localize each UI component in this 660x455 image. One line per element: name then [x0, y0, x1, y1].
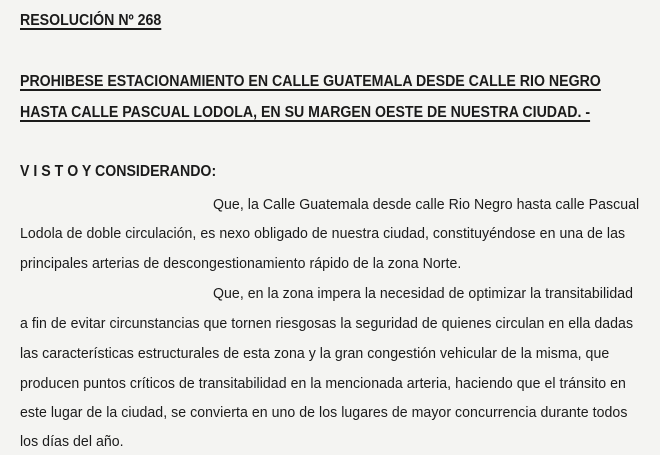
subject-line-2: HASTA CALLE PASCUAL LODOLA, EN SU MARGEN OESTE DE NUESTRA CIUDAD. - [20, 104, 591, 121]
paragraph-1-line-1: Que, la Calle Guatemala desde calle Rio Negro hasta calle Pascual [213, 196, 640, 213]
subject-line-1: PROHIBESE ESTACIONAMIENTO EN CALLE GUATEMALA DESDE CALLE RIO NEGRO [20, 73, 601, 90]
resolution-heading: RESOLUCIÓN Nº 268 [20, 12, 162, 29]
paragraph-2-line-5: este lugar de la ciudad, se convierta en uno de los lugares de mayor concurrencia durante todos [20, 404, 628, 421]
paragraph-2-line-2: a fin de evitar circunstancias que tornen riesgosas la seguridad de quienes circulan en ella dadas [20, 315, 634, 332]
paragraph-2-line-1: Que, en la zona impera la necesidad de optimizar la transitabilidad [213, 285, 634, 302]
paragraph-1-line-2: Lodola de doble circulación, es nexo obligado de nuestra ciudad, constituyéndose en una de las [20, 225, 626, 242]
section-title: V I S T O Y CONSIDERANDO: [20, 163, 217, 180]
paragraph-1-line-3: principales arterias de descongestionamiento rápido de la zona Norte. [20, 255, 462, 272]
paragraph-2-line-3: las características estructurales de esta zona y la gran congestión vehicular de la misma, que [20, 345, 610, 362]
paragraph-2-line-4: producen puntos críticos de transitabilidad en la mencionada arteria, haciendo que el tránsito en [20, 375, 626, 392]
paragraph-2-line-6: los días del año. [20, 433, 124, 450]
